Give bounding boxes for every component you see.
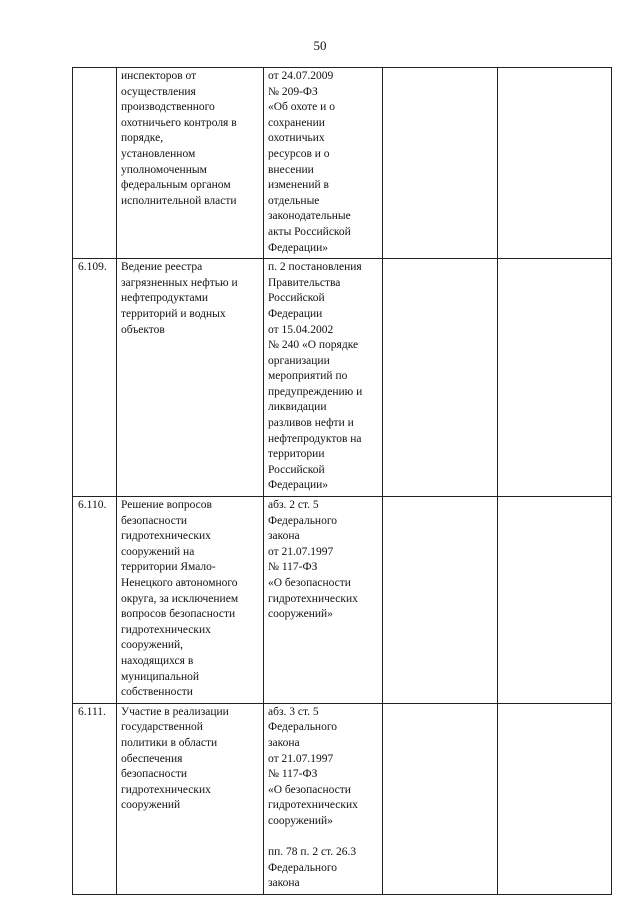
authority-cell-line: охотничьего контроля в bbox=[121, 116, 237, 129]
authority-cell-line: Решение вопросов bbox=[121, 499, 212, 512]
legal-basis-cell-line: мероприятий по bbox=[268, 370, 348, 383]
legal-basis-cell-line: гидротехнических bbox=[268, 799, 358, 812]
legal-basis-cell-line: закона bbox=[268, 877, 300, 890]
legal-basis-cell-line: «О безопасности bbox=[268, 577, 351, 589]
legal-basis-cell-line: сооружений» bbox=[268, 814, 333, 827]
legal-basis-cell-line: ресурсов и о bbox=[268, 147, 330, 160]
authority-cell-line: установленном bbox=[121, 147, 196, 160]
authority-cell-line: осуществления bbox=[121, 85, 196, 98]
legal-basis-cell-line: Федерации bbox=[268, 307, 323, 320]
legal-basis-cell-line: ликвидации bbox=[268, 401, 327, 414]
authority-cell-line: вопросов безопасности bbox=[121, 608, 236, 621]
legal-basis-cell-line: охотничьих bbox=[268, 132, 325, 145]
legal-basis-cell-line: акты Российской bbox=[268, 225, 351, 238]
row-number: 6.111. bbox=[73, 703, 117, 894]
table-row bbox=[73, 68, 612, 259]
legal-basis-cell-line: внесении bbox=[268, 163, 314, 176]
authority-cell-line: территории Ямало- bbox=[121, 561, 216, 574]
legal-basis-cell-line: Правительства bbox=[268, 276, 341, 289]
legal-basis-cell bbox=[264, 68, 383, 259]
table-row bbox=[73, 497, 612, 704]
legal-basis-cell-line: № 240 «О порядке bbox=[268, 339, 359, 352]
legal-basis-cell-line: Федерации» bbox=[268, 241, 329, 254]
empty-cell-4 bbox=[383, 703, 498, 894]
authority-cell-line: Ненецкого автономного bbox=[121, 577, 238, 589]
empty-cell-4 bbox=[383, 68, 498, 259]
authority-cell-line: уполномоченным bbox=[121, 163, 207, 176]
legal-basis-cell-line: организации bbox=[268, 354, 330, 367]
empty-cell-5 bbox=[498, 259, 612, 497]
authority-cell bbox=[117, 497, 264, 704]
legal-basis-cell-line: «О безопасности bbox=[268, 783, 351, 796]
authority-cell-line: загрязненных нефтью и bbox=[121, 276, 238, 289]
page-number: 50 bbox=[313, 38, 327, 53]
legal-basis-cell-line: от 24.07.2009 bbox=[268, 70, 334, 82]
authority-cell-line: гидротехнических bbox=[121, 530, 211, 543]
legal-basis-cell-line: предупреждению и bbox=[268, 385, 363, 398]
legal-basis-cell-line: Федерального bbox=[268, 861, 338, 874]
legal-basis-cell bbox=[264, 703, 383, 894]
authority-cell-line: объектов bbox=[121, 323, 165, 336]
legal-basis-cell-line: пп. 78 п. 2 ст. 26.3 bbox=[268, 846, 357, 859]
legal-basis-cell-line: закона bbox=[268, 736, 300, 749]
authority-cell-line: безопасности bbox=[121, 514, 188, 527]
legal-basis-cell-line: разливов нефти и bbox=[268, 417, 354, 430]
row-number: 6.110. bbox=[73, 497, 117, 704]
authority-cell-line: муниципальной bbox=[121, 670, 200, 683]
authority-cell-line: исполнительной власти bbox=[121, 194, 237, 207]
authority-cell-line: нефтепродуктами bbox=[121, 292, 209, 305]
legal-basis-cell-line: изменений в bbox=[268, 179, 329, 192]
authority-cell bbox=[117, 259, 264, 497]
legal-basis-cell-line: Федерации» bbox=[268, 479, 329, 492]
legal-basis-cell-line: п. 2 постановления bbox=[268, 261, 362, 274]
legal-basis-cell-line: гидротехнических bbox=[268, 592, 358, 605]
legal-basis-cell-line: нефтепродуктов на bbox=[268, 432, 362, 445]
legal-basis-cell-line: законодательные bbox=[268, 210, 351, 223]
authority-cell bbox=[117, 703, 264, 894]
authority-cell-line: территорий и водных bbox=[121, 307, 226, 320]
legal-basis-cell-line: от 21.07.1997 bbox=[268, 545, 334, 558]
row-number bbox=[73, 68, 117, 259]
authority-cell-line: обеспечения bbox=[121, 752, 183, 765]
legal-basis-cell-line: Федерального bbox=[268, 514, 338, 527]
authority-cell-line: находящихся в bbox=[121, 654, 194, 667]
authority-cell-line: гидротехнических bbox=[121, 783, 211, 796]
table-row bbox=[73, 703, 612, 894]
legal-basis-cell-line: Федерального bbox=[268, 721, 338, 734]
authority-cell-line: сооружений на bbox=[121, 545, 195, 558]
legal-basis-cell-line: № 209-ФЗ bbox=[268, 85, 318, 98]
authority-cell-line: инспекторов от bbox=[121, 70, 197, 82]
authority-cell-line: производственного bbox=[121, 101, 215, 114]
authority-cell-line: сооружений, bbox=[121, 639, 184, 652]
empty-cell-5 bbox=[498, 68, 612, 259]
empty-cell-4 bbox=[383, 497, 498, 704]
table-body bbox=[73, 68, 612, 895]
legal-basis-cell-line: Российской bbox=[268, 463, 325, 476]
authority-cell-line: сооружений bbox=[121, 799, 181, 812]
authority-cell-line: собственности bbox=[121, 686, 193, 699]
legal-basis-cell bbox=[264, 259, 383, 497]
row-number: 6.109. bbox=[73, 259, 117, 497]
legal-basis-cell-line: сооружений» bbox=[268, 608, 333, 621]
authority-cell bbox=[117, 68, 264, 259]
legal-basis-cell-line: закона bbox=[268, 530, 300, 543]
empty-cell-5 bbox=[498, 497, 612, 704]
legal-basis-cell-line: сохранении bbox=[268, 116, 325, 129]
authority-cell-line: политики в области bbox=[121, 736, 218, 749]
authority-cell-line: Участие в реализации bbox=[121, 705, 229, 718]
empty-cell-4 bbox=[383, 259, 498, 497]
legal-basis-cell-line: № 117-ФЗ bbox=[268, 561, 318, 574]
legal-basis-cell bbox=[264, 497, 383, 704]
legal-basis-cell-line: от 15.04.2002 bbox=[268, 323, 334, 336]
legal-basis-cell-line: № 117-ФЗ bbox=[268, 768, 318, 781]
authority-cell-line: безопасности bbox=[121, 768, 188, 781]
legal-basis-cell-line: отдельные bbox=[268, 194, 320, 207]
empty-cell-5 bbox=[498, 703, 612, 894]
powers-table bbox=[72, 67, 612, 895]
authority-cell-line: федеральным органом bbox=[121, 179, 231, 192]
authority-cell-line: порядке, bbox=[121, 132, 164, 145]
legal-basis-cell-line: от 21.07.1997 bbox=[268, 752, 334, 765]
legal-basis-cell-line: абз. 3 ст. 5 bbox=[268, 705, 319, 718]
table-row bbox=[73, 259, 612, 497]
authority-cell-line: гидротехнических bbox=[121, 623, 211, 636]
authority-cell-line: государственной bbox=[121, 721, 203, 734]
authority-cell-line: округа, за исключением bbox=[121, 592, 239, 605]
legal-basis-cell-line: «Об охоте и о bbox=[268, 101, 335, 114]
legal-basis-cell-line: Российской bbox=[268, 292, 325, 305]
authority-cell-line: Ведение реестра bbox=[121, 261, 203, 274]
legal-basis-cell-line: абз. 2 ст. 5 bbox=[268, 499, 319, 512]
legal-basis-cell-line: территории bbox=[268, 448, 325, 461]
